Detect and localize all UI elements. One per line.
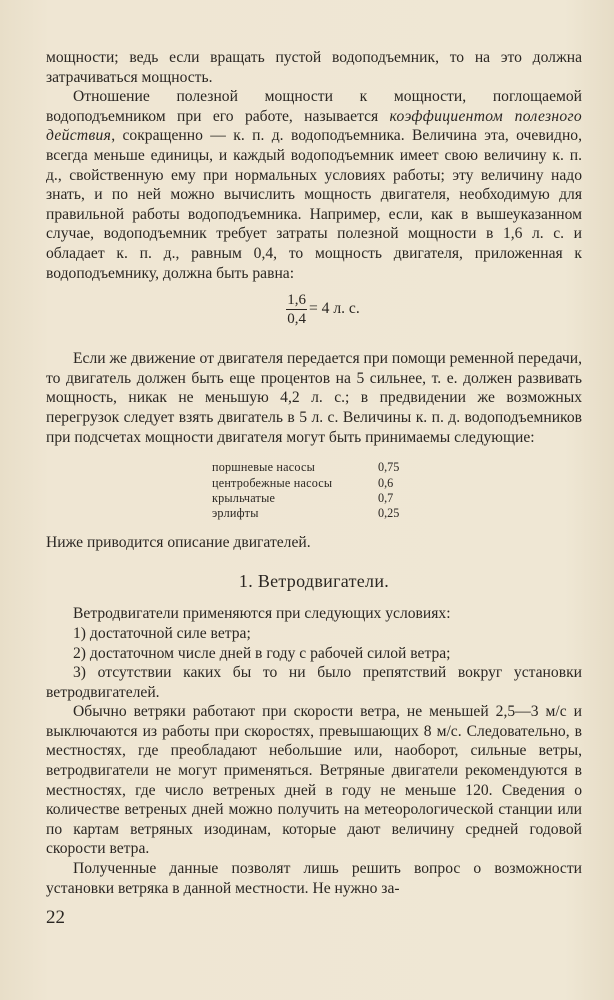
paragraph-intro-engines: Ниже приводится описание двигателей. (46, 533, 311, 551)
page-text (46, 48, 582, 898)
page-number: 22 (46, 907, 65, 928)
paragraph-text: Отношение полезной мощности к мощности, поглощаемой водоподъемником при его работе, называется (46, 88, 582, 125)
table-row (212, 476, 582, 491)
formula-result: = 4 л. с. (308, 300, 360, 318)
section-heading: 1. Ветродвигатели. (238, 571, 390, 592)
pump-type: крыльчатые (212, 490, 276, 505)
efficiency-value: 0,7 (378, 490, 394, 505)
list-item: 2) достаточном числе дней в году с рабочей силой ветра; (73, 644, 451, 662)
paragraph-wind-speed: Обычно ветряки работают при скорости ветра, не меньшей 2,5—3 м/с и выключаются из работы при скоростях, превышающих 8 м/с. Следовательно, в местностях, где преобладают небольшие или, наоборот, сильные ветры, ветродвигатели не могут применяться. Ветряные двигатели рекомендуются в местностях, где число ветреных дней в году не меньше 120. Сведения о количестве ветреных дней можно получить на метеорологической станции или по картам ветряных изодинам, которые дают величину средней годовой скорости ветра. (46, 703, 582, 858)
fraction (286, 291, 307, 328)
efficiency-value: 0,25 (378, 506, 400, 521)
emphasized-term: коэффициентом полезного действия (46, 107, 582, 145)
pump-type: эрлифты (212, 506, 259, 521)
fraction-denominator: 0,4 (287, 310, 306, 327)
list-item: 3) отсутствии каких бы то ни было препятствий вокруг установки ветродвигателей. (46, 664, 582, 701)
pump-type: центробежные насосы (212, 475, 333, 490)
table-row (212, 460, 582, 475)
efficiency-value: 0,6 (378, 475, 394, 490)
conditions-list (46, 624, 582, 702)
fraction-numerator: 1,6 (287, 291, 306, 308)
paragraph-belt-drive: Если же движение от двигателя передается при помощи ременной передачи, то двигатель должен быть еще процентов на 5 сильнее, т. е. должен развивать мощность, никак не меньшую 4,2 л. с.; в предвидении же возможных перегрузок следует взять двигатель в 5 л. с. Величины к. п. д. водоподъемников при подсчетах мощности двигателя могут быть принимаемы следующие: (46, 350, 582, 446)
paragraph-text: , сокращенно — к. п. д. водоподъемника. Величина эта, очевидно, всегда меньше единицы, и каждый водоподъемник имеет свою величину к. п. д., свойственную ему при нормальных условиях работы; эту величину надо знать, и по ней можно вычислить мощность двигателя, необходимую для правильной работы водоподъемника. Например, если, как в вышеуказанном случае, водоподъемник требует затраты полезной мощности в 1,6 л. с. и обладает к. п. д., равным 0,4, то мощность двигателя, приложенная к водоподъемнику, должна быть равна: (46, 127, 582, 282)
paragraph-efficiency-definition (46, 87, 582, 283)
paragraph-conditions-intro: Ветродвигатели применяются при следующих условиях: (73, 605, 451, 623)
formula (64, 288, 582, 330)
list-item: 1) достаточной силе ветра; (73, 624, 251, 642)
pump-type: поршневые насосы (212, 460, 315, 475)
efficiency-table (212, 460, 582, 522)
paragraph-continues: Полученные данные позволят лишь решить вопрос о возможности установки ветряка в данной местности. Не нужно за- (46, 860, 582, 897)
paragraph-continuation: мощности; ведь если вращать пустой водоподъемник, то на это должна затрачиваться мощность. (46, 49, 582, 86)
table-row (212, 491, 582, 506)
efficiency-value: 0,75 (378, 460, 400, 475)
table-row (212, 506, 582, 521)
